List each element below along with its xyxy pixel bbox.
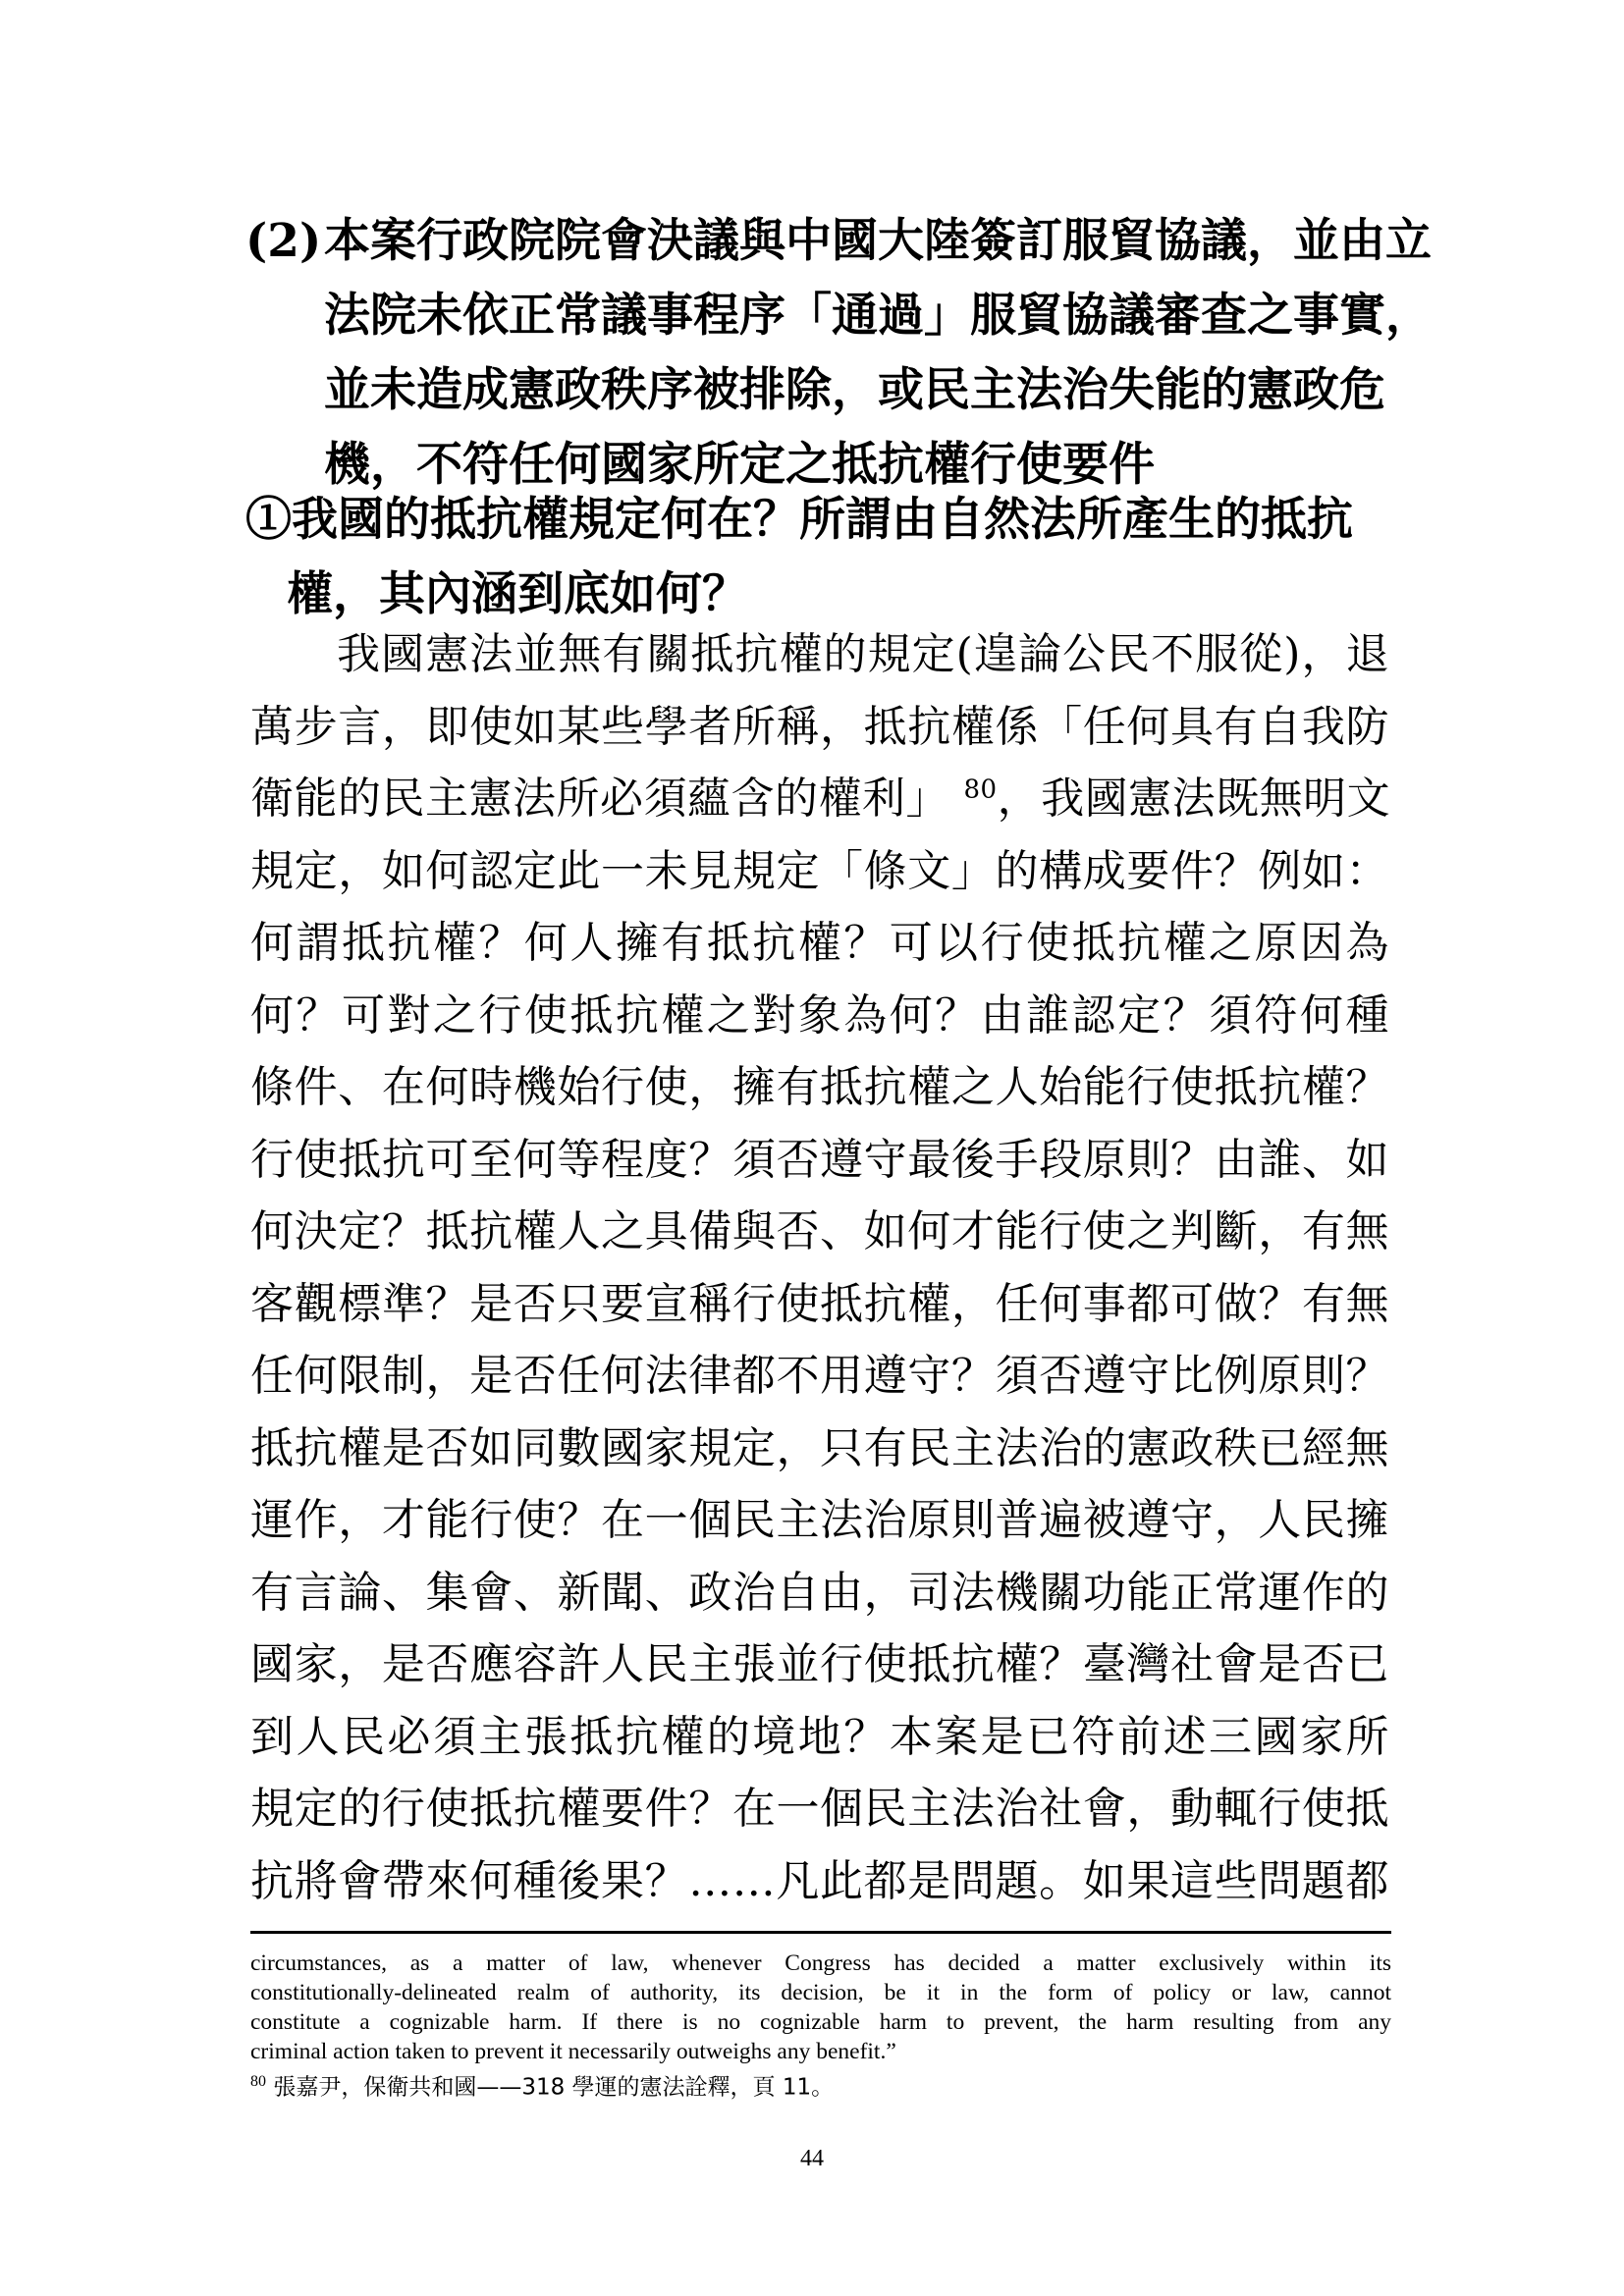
body-line: 任何限制，是否任何法律都不用遵守？須否遵守比例原則？ — [250, 1351, 1389, 1401]
heading-line-3: 並未造成憲政秩序被排除，或民主法治失能的憲政危 — [324, 363, 1385, 417]
footnote-text: 張嘉尹，保衛共和國——318 學運的憲法詮釋，頁 11。 — [273, 2074, 835, 2101]
heading-line-1: 本案行政院院會決議與中國大陸簽訂服貿協議，並由立 — [324, 214, 1432, 268]
body-line: 規定，如何認定此一未見規定「條文」的構成要件？例如： — [250, 845, 1389, 896]
footnote-ref[interactable]: 80 — [963, 774, 998, 805]
footnote-continued-line: circumstances, as a matter of law, whenever Congress has decided a matter exclusively within its — [250, 1950, 1391, 1976]
page-number: 44 — [800, 2146, 824, 2171]
body-line-text: 衛能的民主憲法所必須蘊含的權利」 — [250, 774, 949, 824]
footnote-continued-line: constitutionally-delineated realm of authority, its decision, be it in the form of policy or law, cannot — [250, 1980, 1391, 2005]
body-line: 抗將會帶來何種後果？……凡此都是問題。如果這些問題都 — [250, 1855, 1389, 1906]
body-line: 有言論、集會、新聞、政治自由，司法機關功能正常運作的 — [250, 1567, 1389, 1618]
footnote-separator — [250, 1931, 1391, 1934]
footnote-number: 80 — [250, 2073, 266, 2090]
body-line-tail: ，我國憲法既無明文 — [997, 774, 1391, 824]
footnote-continued-line: criminal action taken to prevent it necessarily outweighs any benefit.” — [250, 2039, 896, 2064]
heading-number: (2) — [245, 214, 322, 268]
body-paragraph — [250, 618, 1389, 1917]
heading-line-4: 機，不符任何國家所定之抵抗權行使要件 — [324, 438, 1155, 492]
body-line: 規定的行使抵抗權要件？在一個民主法治社會，動輒行使抵 — [250, 1784, 1389, 1834]
body-line: 何決定？抵抗權人之具備與否、如何才能行使之判斷，有無 — [250, 1206, 1389, 1256]
body-line: 客觀標準？是否只要宣稱行使抵抗權，任何事都可做？有無 — [250, 1278, 1389, 1329]
body-line: 我國憲法並無有關抵抗權的規定(遑論公民不服從)，退 — [337, 629, 1389, 679]
body-line: 行使抵抗可至何等程度？須否遵守最後手段原則？由誰、如 — [250, 1134, 1389, 1185]
footnote-80 — [250, 2066, 1391, 2104]
subheading-line-1: ①我國的抵抗權規定何在？所謂由自然法所產生的抵抗 — [245, 493, 1353, 547]
body-line: 運作，才能行使？在一個民主法治原則普遍被遵守，人民擁 — [250, 1495, 1389, 1545]
body-line: 何謂抵抗權？何人擁有抵抗權？可以行使抵抗權之原因為 — [250, 918, 1389, 968]
body-line: 條件、在何時機始行使，擁有抵抗權之人始能行使抵抗權？ — [250, 1062, 1389, 1112]
heading-line-2: 法院未依正常議事程序「通過」服貿協議審查之事實， — [324, 289, 1432, 343]
body-line: 何？可對之行使抵抗權之對象為何？由誰認定？須符何種 — [250, 989, 1389, 1041]
body-line: 到人民必須主張抵抗權的境地？本案是已符前述三國家所 — [250, 1711, 1389, 1762]
footnote-continued-line: constitute a cognizable harm. If there is no cognizable harm to prevent, the harm resulting from any — [250, 2009, 1391, 2035]
subheading-line-2: 權，其內涵到底如何？ — [287, 567, 748, 621]
body-line-with-footnote — [250, 763, 1389, 835]
body-line: 萬步言，即使如某些學者所稱，抵抗權係「任何具有自我防 — [250, 701, 1389, 752]
footnotes — [250, 1949, 1391, 2104]
body-line: 國家，是否應容許人民主張並行使抵抗權？臺灣社會是否已 — [250, 1639, 1389, 1689]
body-line: 抵抗權是否如同數國家規定，只有民主法治的憲政秩已經無 — [250, 1422, 1389, 1473]
